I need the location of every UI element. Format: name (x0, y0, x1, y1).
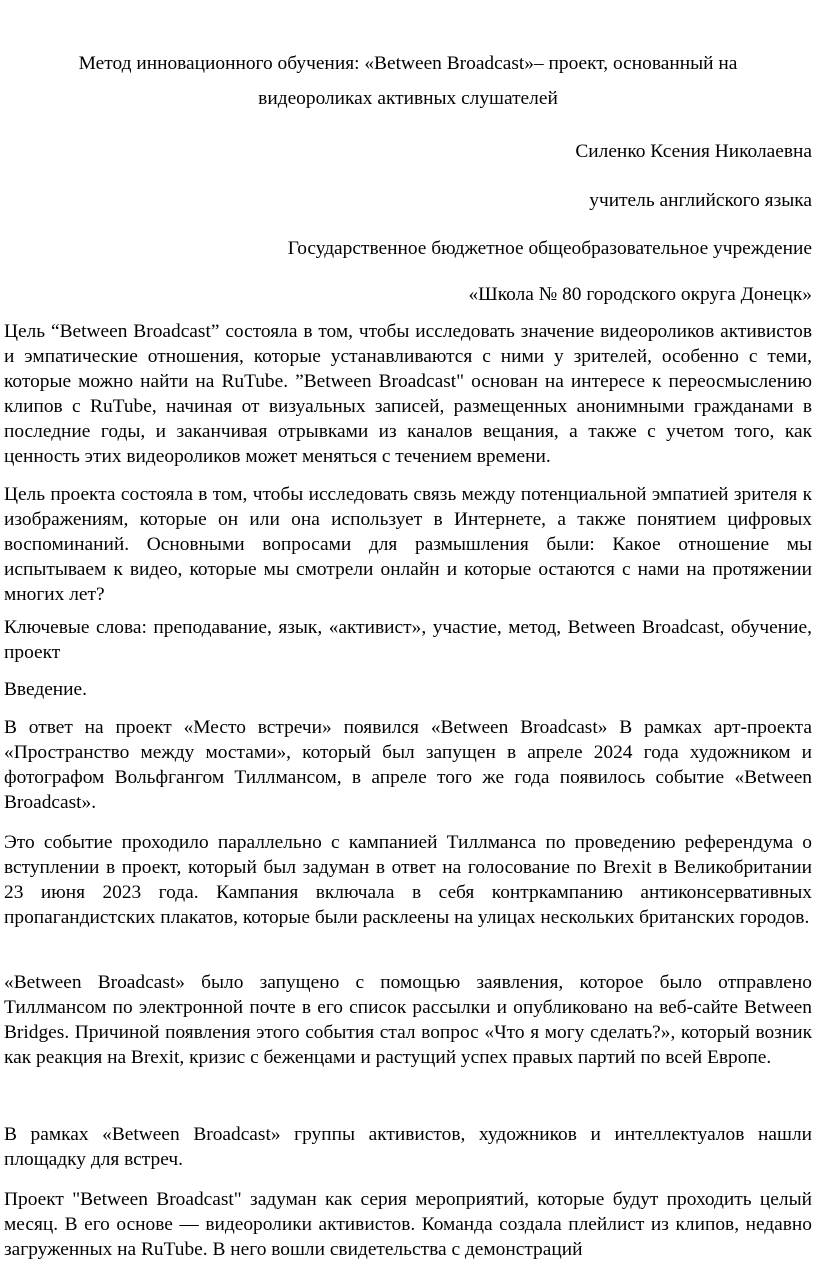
author-name: Силенко Ксения Николаевна (575, 141, 812, 162)
document-title-line-2: видеороликах активных слушателей (258, 88, 558, 109)
school-name: «Школа № 80 городского округа Донецк» (468, 284, 812, 305)
author-position: учитель английского языка (589, 190, 812, 211)
paragraph-goal: Цель “Between Broadcast” состояла в том, чтобы исследовать значение видеороликов активистов и эмпатические отношения, которые устанавливаются с ними у зрителей, особенно с теми, которые можно найти на RuTube. ”Between Broadcast" основан на интересе к переосмыслению клипов с RuTube, начиная от визуальных записей, размещенных анонимными гражданами в последние годы, и заканчивая отрывками из каналов вещания, а также с учетом того, как ценность этих видеороликов может меняться с течением времени. (4, 321, 812, 467)
paragraph-introduction-heading: Введение. (4, 679, 88, 700)
paragraph-introduction-2: Это событие проходило параллельно с кампанией Тиллманса по проведению референдума о вступлении в проект, который был задуман в ответ на голосование по Brexit в Великобритании 23 июня 2023 года. Кампания включала в себя контркампанию антиконсервативных пропагандистских плакатов, которые были расклеены на улицах нескольких британских городов. (4, 832, 812, 928)
paragraph-introduction-5: Проект "Between Broadcast" задуман как серия мероприятий, которые будут проходить целый месяц. В его основе — видеоролики активистов. Команда создала плейлист из клипов, недавно загруженных на RuTube. В него вошли свидетельства с демонстраций (4, 1189, 812, 1260)
document-title-line-1: Метод инновационного обучения: «Between Broadcast»– проект, основанный на (78, 53, 738, 74)
institution-name: Государственное бюджетное общеобразовательное учреждение (287, 238, 812, 259)
paragraph-project-goal: Цель проекта состояла в том, чтобы исследовать связь между потенциальной эмпатией зрителя к изображениям, которые он или она использует в Интернете, а также понятием цифровых воспоминаний. Основными вопросами для размышления были: Какое отношение мы испытываем к видео, которые мы смотрели онлайн и которые остаются с нами на протяжении многих лет? (4, 484, 812, 605)
paragraph-introduction-4: В рамках «Between Broadcast» группы активистов, художников и интеллектуалов нашли площадку для встреч. (4, 1124, 812, 1170)
paragraph-introduction-3: «Between Broadcast» было запущено с помощью заявления, которое было отправлено Тиллмансом по электронной почте в его список рассылки и опубликовано на веб-сайте Between Bridges. Причиной появления этого события стал вопрос «Что я могу сделать?», который возник как реакция на Brexit, кризис с беженцами и растущий успех правых партий по всей Европе. (4, 972, 812, 1068)
paragraph-introduction-1: В ответ на проект «Место встречи» появился «Between Broadcast» В рамках арт-проекта «Пространство между мостами», который был запущен в апреле 2024 года художником и фотографом Вольфгангом Тиллмансом, в апреле того же года появилось событие «Between Broadcast». (4, 717, 812, 813)
paragraph-keywords: Ключевые слова: преподавание, язык, «активист», участие, метод, Between Broadcast, обучение, проект (4, 617, 812, 663)
